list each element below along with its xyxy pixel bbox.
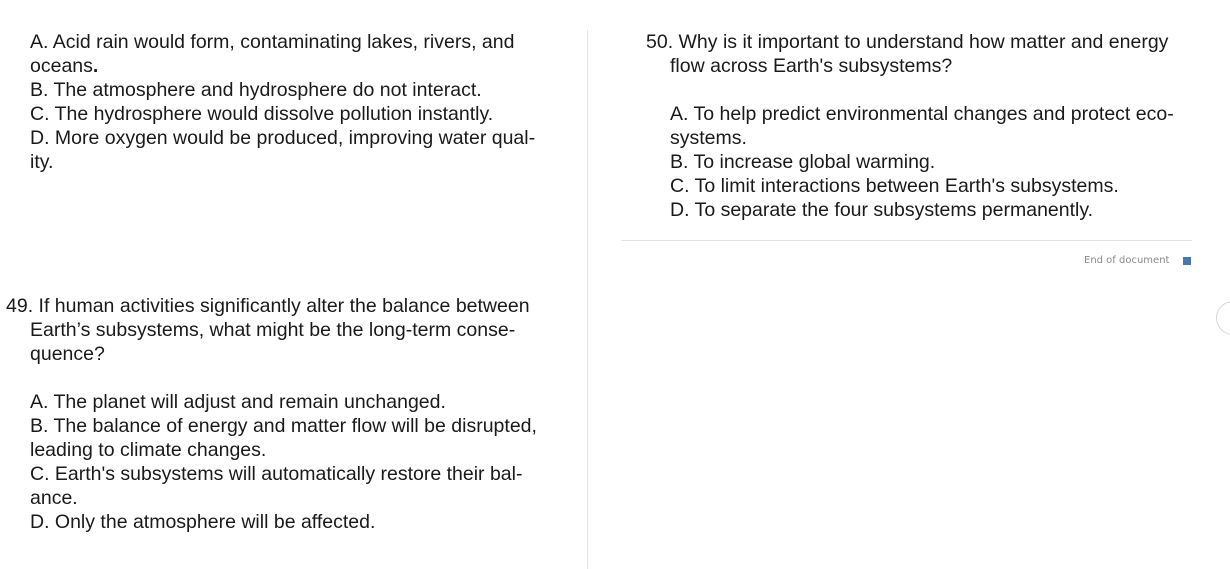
q49-option-c-line1: C. Earth's subsystems will automatically restore their bal- (30, 463, 523, 485)
q49-option-b-line2: leading to climate changes. (30, 439, 267, 461)
q50-option-b: B. To increase global warming. (670, 151, 936, 173)
q49-option-b-line1: B. The balance of energy and matter flow will be disrupted, (30, 415, 537, 437)
q50-question-line2: flow across Earth's subsystems? (670, 55, 953, 77)
side-scroll-button[interactable] (1216, 301, 1230, 335)
q48-option-a-period: . (92, 55, 99, 77)
q49-option-a: A. The planet will adjust and remain unchanged. (30, 391, 446, 413)
end-separator (621, 240, 1192, 241)
q48-option-a-line1: A. Acid rain would form, contaminating lakes, rivers, and (30, 31, 515, 53)
q48-option-a-line2-text: oceans (30, 55, 93, 77)
q49-option-c-line2: ance. (30, 487, 78, 509)
end-marker-square-icon (1183, 257, 1191, 265)
q49-option-d: D. Only the atmosphere will be affected. (30, 511, 376, 533)
q50-option-a-line2: systems. (670, 127, 747, 149)
q49-question-line2: Earth’s subsystems, what might be the long-term conse- (30, 319, 516, 341)
q48-option-b: B. The atmosphere and hydrosphere do not interact. (30, 79, 482, 101)
q49-question-line1: 49. If human activities significantly alter the balance between (6, 295, 530, 317)
q49-question-line3: quence? (30, 343, 105, 365)
q50-option-c: C. To limit interactions between Earth's subsystems. (670, 175, 1119, 197)
q48-option-c: C. The hydrosphere would dissolve pollution instantly. (30, 103, 494, 125)
q50-option-d: D. To separate the four subsystems permanently. (670, 199, 1094, 221)
q48-option-a-line2 (30, 54, 98, 78)
q48-option-d-line2: ity. (30, 151, 54, 173)
column-divider (587, 30, 588, 569)
q50-question-line1: 50. Why is it important to understand how matter and energy (646, 31, 1169, 53)
q50-option-a-line1: A. To help predict environmental changes and protect eco- (670, 103, 1174, 125)
q48-option-d-line1: D. More oxygen would be produced, improving water qual- (30, 127, 536, 149)
end-of-document-label: End of document (1084, 255, 1170, 266)
